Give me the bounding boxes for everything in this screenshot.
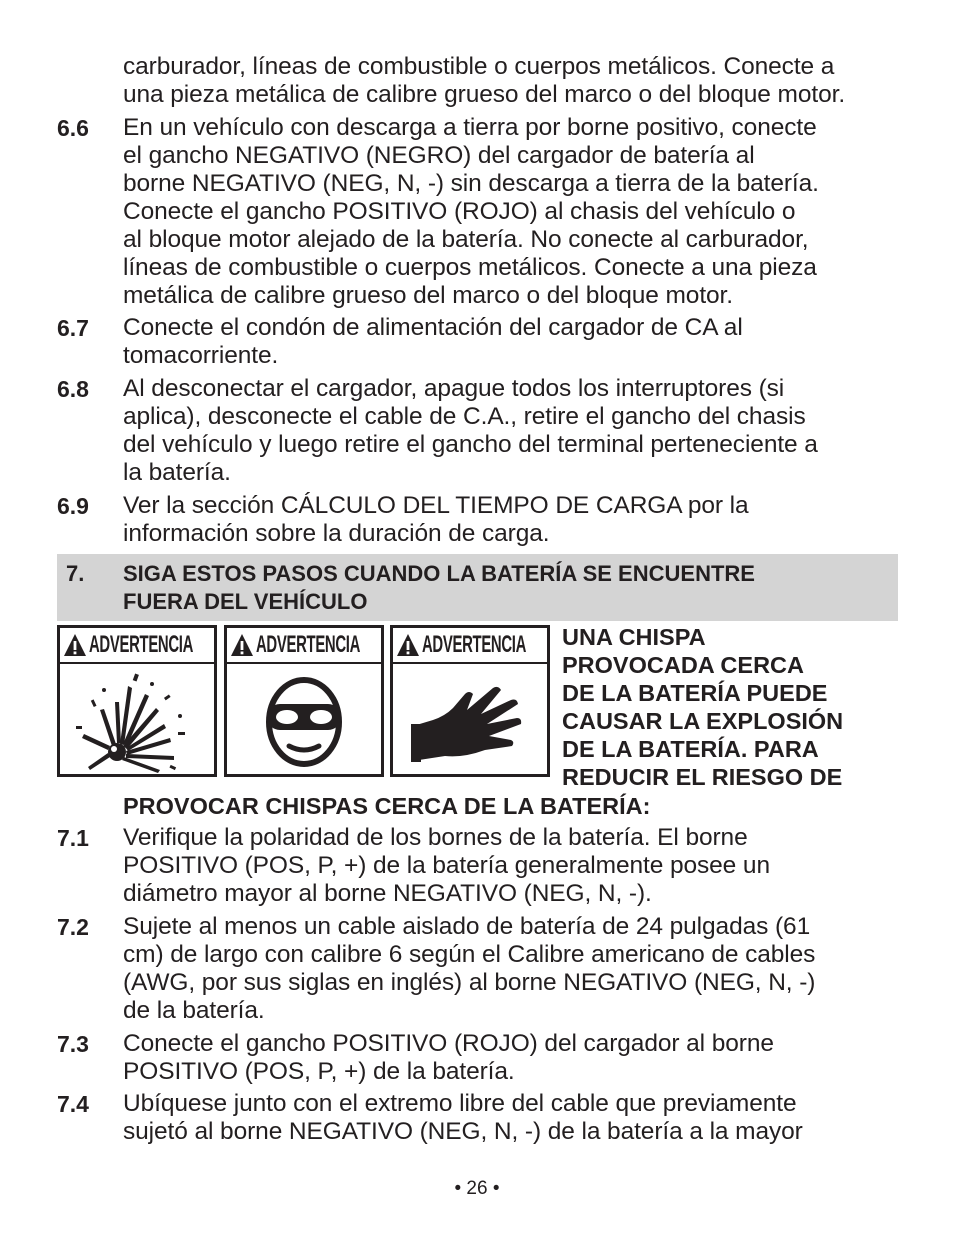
safety-goggles-icon <box>227 666 381 774</box>
step-text-line: Conecte el gancho POSITIVO (ROJO) del cargador al borne <box>123 1030 774 1057</box>
step-text-line: tomacorriente. <box>123 342 279 369</box>
warning-triangle-icon <box>396 633 420 657</box>
warning-header <box>227 628 381 664</box>
step-text-line: En un vehículo con descarga a tierra por borne positivo, conecte <box>123 114 817 141</box>
warning-text-line: PROVOCADA CERCA <box>562 652 804 678</box>
warning-triangle-icon <box>63 633 87 657</box>
warning-text-line: CAUSAR LA EXPLOSIÓN <box>562 708 844 734</box>
warning-sign-goggles <box>224 625 384 777</box>
step-number: 6.8 <box>57 376 89 402</box>
step-number: 7.2 <box>57 914 89 940</box>
warning-triangle-icon <box>230 633 254 657</box>
rubber-glove-icon <box>393 666 547 774</box>
step-text-line: (AWG, por sus siglas en inglés) al borne NEGATIVO (NEG, N, -) <box>123 969 816 996</box>
warning-label: ADVERTENCIA <box>422 631 527 658</box>
step-text-line: del vehículo y luego retire el gancho del terminal perteneciente a <box>123 431 818 458</box>
step-text-line: Ubíquese junto con el extremo libre del cable que previamente <box>123 1090 797 1117</box>
step-text-line: sujetó al borne NEGATIVO (NEG, N, -) de la batería a la mayor <box>123 1118 803 1145</box>
warning-sign-explosion <box>57 625 217 777</box>
warning-sign-gloves <box>390 625 550 777</box>
step-text-line: aplica), desconecte el cable de C.A., retire el gancho del chasis <box>123 403 806 430</box>
continuation-line: una pieza metálica de calibre grueso del marco o del bloque motor. <box>123 81 846 108</box>
warning-text-line: REDUCIR EL RIESGO DE <box>562 764 843 790</box>
step-text-line: metálica de calibre grueso del marco o del bloque motor. <box>123 282 733 309</box>
step-text-line: Verifique la polaridad de los bornes de la batería. El borne <box>123 824 748 851</box>
section-title-line: SIGA ESTOS PASOS CUANDO LA BATERÍA SE ENCUENTRE <box>123 561 755 586</box>
warning-header <box>393 628 547 664</box>
step-text-line: Al desconectar el cargador, apague todos los interruptores (si <box>123 375 785 402</box>
step-text-line: POSITIVO (POS, P, +) de la batería. <box>123 1058 515 1085</box>
step-number: 7.4 <box>57 1091 89 1117</box>
continuation-line: carburador, líneas de combustible o cuerpos metálicos. Conecte a <box>123 53 835 80</box>
warning-header <box>60 628 214 664</box>
step-text-line: el gancho NEGATIVO (NEGRO) del cargador de batería al <box>123 142 755 169</box>
step-text-line: Ver la sección CÁLCULO DEL TIEMPO DE CARGA por la <box>123 492 749 519</box>
step-text-line: al bloque motor alejado de la batería. No conecte al carburador, <box>123 226 809 253</box>
step-text-line: información sobre la duración de carga. <box>123 520 550 547</box>
warning-label: ADVERTENCIA <box>256 631 361 658</box>
warning-label: ADVERTENCIA <box>89 631 194 658</box>
warning-text-line: DE LA BATERÍA. PARA <box>562 736 819 762</box>
step-text-line: Conecte el gancho POSITIVO (ROJO) al chasis del vehículo o <box>123 198 796 225</box>
step-text-line: Sujete al menos un cable aislado de batería de 24 pulgadas (61 <box>123 913 811 940</box>
step-text-line: POSITIVO (POS, P, +) de la batería generalmente posee un <box>123 852 770 879</box>
step-text-line: líneas de combustible o cuerpos metálicos. Conecte a una pieza <box>123 254 817 281</box>
step-number: 6.7 <box>57 315 89 341</box>
step-text-line: de la batería. <box>123 997 265 1024</box>
step-number: 7.1 <box>57 825 89 851</box>
step-text-line: borne NEGATIVO (NEG, N, -) sin descarga a tierra de la batería. <box>123 170 819 197</box>
step-text-line: diámetro mayor al borne NEGATIVO (NEG, N, -). <box>123 880 652 907</box>
page-number: • 26 • <box>454 1178 500 1199</box>
explosion-icon <box>60 666 214 774</box>
step-number: 6.6 <box>57 115 89 141</box>
warning-text-line: DE LA BATERÍA PUEDE <box>562 680 828 706</box>
step-text-line: cm) de largo con calibre 6 según el Calibre americano de cables <box>123 941 816 968</box>
step-number: 6.9 <box>57 493 89 519</box>
section-title-line: FUERA DEL VEHÍCULO <box>123 589 368 614</box>
warning-text-line: PROVOCAR CHISPAS CERCA DE LA BATERÍA: <box>123 793 651 819</box>
section-number: 7. <box>66 561 85 586</box>
step-number: 7.3 <box>57 1031 89 1057</box>
warning-text-line: UNA CHISPA <box>562 624 706 650</box>
step-text-line: Conecte el condón de alimentación del cargador de CA al <box>123 314 743 341</box>
step-text-line: la batería. <box>123 459 231 486</box>
